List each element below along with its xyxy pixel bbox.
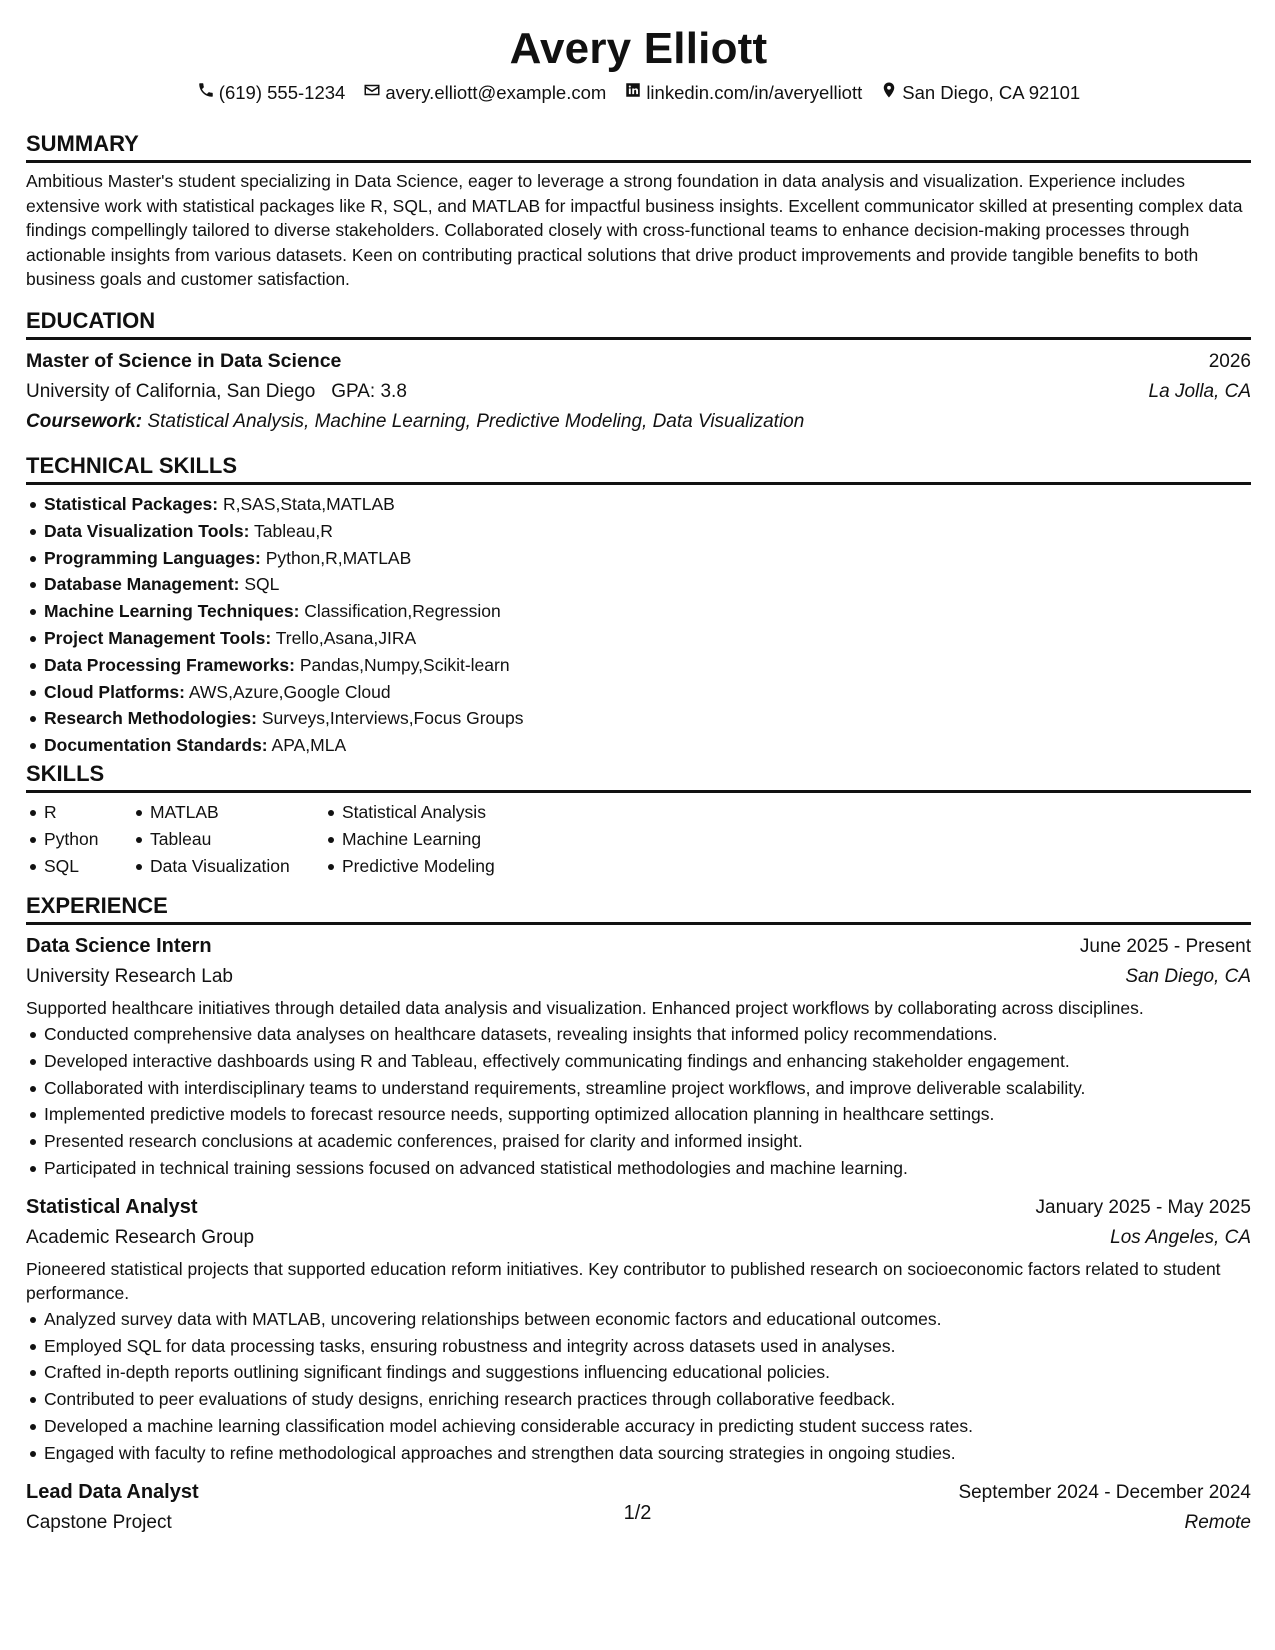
experience-header-row [26, 1192, 1251, 1223]
job-dates: January 2025 - May 2025 [1035, 1196, 1251, 1218]
list-item: Presented research conclusions at academic conferences, praised for clarity and informed insight. [44, 1128, 1251, 1155]
list-item: Engaged with faculty to refine methodological approaches and strengthen data sourcing strategies in ongoing studies. [44, 1440, 1251, 1467]
job-location: Remote [1184, 1511, 1251, 1533]
list-item: Crafted in-depth reports outlining significant findings and suggestions influencing educational policies. [44, 1359, 1251, 1386]
list-item [44, 491, 1251, 518]
skill-category-label: Database Management: [44, 574, 240, 595]
section-divider [26, 790, 1251, 793]
skills-column [324, 799, 495, 879]
organization: Capstone Project [26, 1511, 172, 1533]
list-item: Collaborated with interdisciplinary teams to understand requirements, streamline project workflows, and improve deliverable scalability. [44, 1075, 1251, 1102]
organization: Academic Research Group [26, 1226, 255, 1248]
education-section [26, 306, 1251, 437]
skill-category-label: Statistical Packages: [44, 493, 219, 514]
skill-category-value: Tableau,R [254, 520, 333, 541]
job-dates: September 2024 - December 2024 [958, 1481, 1251, 1503]
map-pin-icon [880, 80, 898, 106]
job-location: Los Angeles, CA [1110, 1226, 1251, 1248]
coursework-label: Coursework: [26, 410, 143, 432]
list-item: Developed interactive dashboards using R and Tableau, effectively communicating findings and enhancing stakeholder engagement. [44, 1048, 1251, 1075]
experience-header-row [26, 931, 1251, 962]
experience-org-row [26, 1223, 1251, 1253]
candidate-name: Avery Elliott [509, 24, 768, 73]
list-item: Python [44, 826, 126, 853]
list-item [44, 598, 1251, 625]
skills-section [26, 759, 1251, 879]
job-description: Pioneered statistical projects that supported education reform initiatives. Key contributor to published research on socioeconomic factors related to student performance. [26, 1258, 1221, 1304]
skill-category-label: Project Management Tools: [44, 627, 272, 648]
list-item [44, 545, 1251, 572]
skill-category-label: Data Processing Frameworks: [44, 654, 295, 675]
list-item [44, 571, 1251, 598]
skill-category-value: Classification,Regression [304, 601, 501, 622]
skill-category-value: Trello,Asana,JIRA [275, 627, 417, 648]
list-item: Employed SQL for data processing tasks, ensuring robustness and integrity across datasets used in analyses. [44, 1333, 1251, 1360]
list-item: Participated in technical training sessions focused on advanced statistical methodologies and machine learning. [44, 1155, 1251, 1182]
section-divider [26, 922, 1251, 925]
technical-skills-list [26, 491, 1251, 759]
skill-category-label: Machine Learning Techniques: [44, 601, 300, 622]
job-location: San Diego, CA [1125, 966, 1251, 988]
skills-grid [26, 799, 1251, 879]
list-item: Implemented predictive models to forecast resource needs, supporting optimized allocation planning in healthcare settings. [44, 1101, 1251, 1128]
section-title-education: EDUCATION [26, 307, 156, 333]
list-item: Tableau [150, 826, 318, 853]
list-item: Contributed to peer evaluations of study designs, enriching research practices through collaborative feedback. [44, 1386, 1251, 1413]
summary-text: Ambitious Master's student specializing in Data Science, eager to leverage a strong foundation in data analysis and visualization. Experience includes extensive work with statistical packages like R, SQL, and MATLAB for impactful business insights. Excellent communicator skilled at presenting complex data findings compellingly tailored to diverse stakeholders. Collaborated closely with cross-functional teams to enhance decision-making processes through actionable insights from various datasets. Keen on contributing practical solutions that drive product improvements and provide tangible benefits to both business goals and customer satisfaction. [26, 171, 1243, 290]
section-title-skills: SKILLS [26, 760, 105, 786]
skill-category-label: Cloud Platforms: [44, 681, 185, 702]
contact-linkedin[interactable] [624, 80, 862, 106]
list-item: Statistical Analysis [342, 799, 495, 826]
list-item [44, 705, 1251, 732]
section-title-experience: EXPERIENCE [26, 893, 168, 919]
list-item: SQL [44, 853, 126, 880]
list-item: Developed a machine learning classification model achieving considerable accuracy in predicting student success rates. [44, 1413, 1251, 1440]
contact-bar [26, 80, 1251, 106]
job-title: Statistical Analyst [26, 1195, 198, 1218]
contact-phone[interactable] [197, 80, 346, 106]
skill-category-value: R,SAS,Stata,MATLAB [223, 493, 395, 514]
list-item [44, 625, 1251, 652]
list-item [44, 732, 1251, 759]
list-item: Conducted comprehensive data analyses on healthcare datasets, revealing insights that informed policy recommendations. [44, 1021, 1251, 1048]
skill-category-value: Pandas,Numpy,Scikit-learn [299, 654, 510, 675]
contact-location [880, 80, 1080, 106]
job-bullets [26, 1306, 1251, 1467]
section-title-technical-skills: TECHNICAL SKILLS [26, 452, 238, 478]
page-number: 1/2 [623, 1502, 652, 1524]
degree-title: Master of Science in Data Science [26, 349, 342, 372]
skill-category-value: SQL [244, 574, 280, 595]
skills-column [26, 799, 126, 879]
list-item [44, 652, 1251, 679]
skill-category-label: Programming Languages: [44, 547, 261, 568]
linkedin-text: linkedin.com/in/averyelliott [646, 82, 863, 103]
contact-email[interactable] [363, 80, 606, 106]
linkedin-icon [624, 80, 642, 106]
job-title: Data Science Intern [26, 935, 212, 958]
experience-entry [26, 931, 1251, 1181]
school-name: University of California, San Diego [26, 380, 316, 402]
resume-page [26, 0, 1251, 1650]
list-item: Data Visualization [150, 853, 318, 880]
email-text: avery.elliott@example.com [385, 82, 607, 103]
skill-category-label: Data Visualization Tools: [44, 520, 250, 541]
list-item: Predictive Modeling [342, 853, 495, 880]
job-title: Lead Data Analyst [26, 1480, 199, 1503]
school-location: La Jolla, CA [1148, 380, 1251, 402]
phone-icon [197, 80, 215, 106]
list-item: MATLAB [150, 799, 318, 826]
graduation-year: 2026 [1208, 350, 1251, 372]
skill-category-value: APA,MLA [271, 735, 347, 756]
section-title-summary: SUMMARY [26, 131, 139, 156]
job-description: Supported healthcare initiatives through detailed data analysis and visualization. Enhanced project workflows by collaborating across disciplines. [26, 998, 1144, 1019]
list-item: R [44, 799, 126, 826]
location-text: San Diego, CA 92101 [902, 82, 1081, 103]
gpa: GPA: 3.8 [331, 380, 407, 402]
section-divider [26, 160, 1251, 163]
skill-category-label: Documentation Standards: [44, 735, 268, 756]
coursework-line [26, 407, 1251, 437]
technical-skills-section [26, 451, 1251, 759]
skill-category-label: Research Methodologies: [44, 708, 257, 729]
education-header-row [26, 346, 1251, 377]
experience-section [26, 891, 1251, 1537]
organization: University Research Lab [26, 966, 233, 988]
school-line [26, 377, 407, 407]
list-item [44, 518, 1251, 545]
phone-text: (619) 555-1234 [218, 82, 346, 103]
section-divider [26, 482, 1251, 485]
coursework-list: Statistical Analysis, Machine Learning, Predictive Modeling, Data Visualization [147, 410, 805, 432]
skills-column [132, 799, 318, 879]
skill-category-value: AWS,Azure,Google Cloud [188, 681, 391, 702]
experience-org-row [26, 962, 1251, 992]
skill-category-value: Python,R,MATLAB [265, 547, 412, 568]
job-bullets [26, 1021, 1251, 1182]
list-item: Analyzed survey data with MATLAB, uncovering relationships between economic factors and educational outcomes. [44, 1306, 1251, 1333]
section-divider [26, 337, 1251, 340]
list-item: Machine Learning [342, 826, 495, 853]
education-school-row [26, 377, 1251, 407]
job-dates: June 2025 - Present [1079, 936, 1251, 958]
summary-section [26, 129, 1251, 292]
envelope-icon [363, 80, 381, 106]
list-item [44, 679, 1251, 706]
experience-entry [26, 1192, 1251, 1467]
skill-category-value: Surveys,Interviews,Focus Groups [261, 708, 524, 729]
